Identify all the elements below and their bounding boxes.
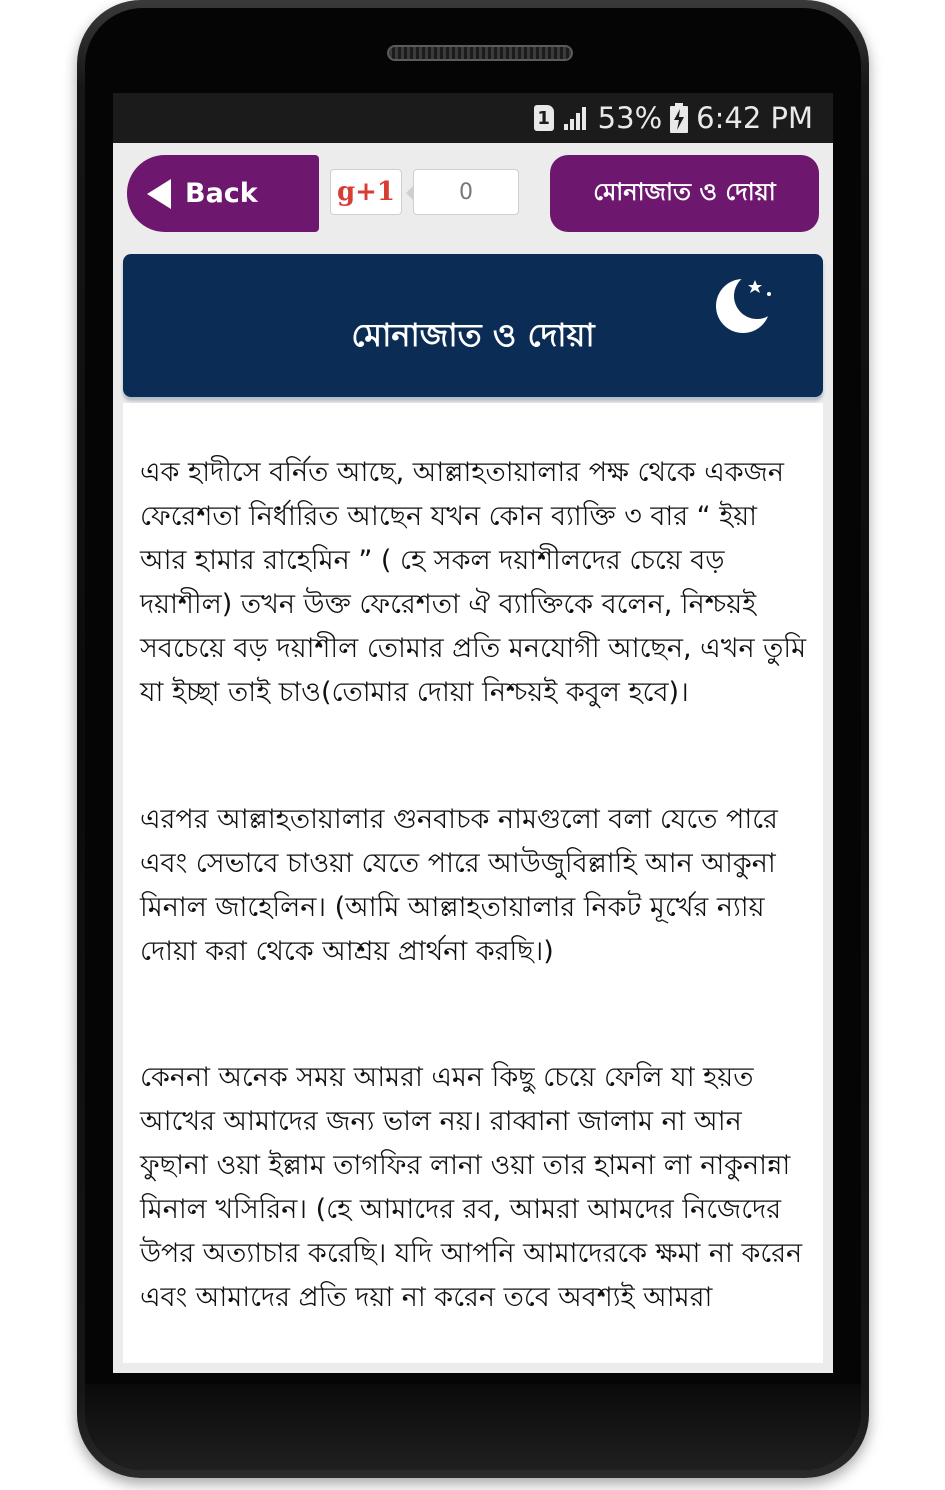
battery-charging-icon bbox=[670, 103, 688, 133]
clock: 6:42 PM bbox=[696, 101, 813, 135]
google-plus-one-label: g+1 bbox=[336, 177, 396, 207]
page-header-card bbox=[123, 254, 823, 397]
toolbar bbox=[113, 143, 833, 251]
status-bar bbox=[113, 93, 833, 143]
article-body[interactable] bbox=[123, 403, 823, 1363]
plus-one-count-value: 0 bbox=[459, 179, 473, 205]
article-paragraph-2: এরপর আল্লাহতায়ালার গুনবাচক নামগুলো বলা যেতে পারে এবং সেভাবে চাওয়া যেতে পারে আউজুবিল্লাহি আন আকুনা মিনাল জাহেলিন। (আমি আল্লাহতায়ালার নিকট মূর্খের ন্যায় দোয়া করা থেকে আশ্রয় প্রার্থনা করছি।) bbox=[140, 804, 778, 967]
article-paragraph-1: এক হাদীসে বর্নিত আছে, আল্লাহতায়ালার পক্ষ থেকে একজন ফেরেশতা নির্ধারিত আছেন যখন কোন ব্যাক্তি ৩ বার “ ইয়া আর হামার রাহেমিন ” ( হে সকল দয়াশীলদের চেয়ে বড় দয়াশীল) তখন উক্ত ফেরেশতা ঐ ব্যাক্তিকে বলেন, নিশ্চয়ই সবচেয়ে বড় দয়াশীল তোমার প্রতি মনযোগী আছেন, এখন তুমি যা ইচ্ছা তাই চাও(তোমার দোয়া নিশ্চয়ই কবুল হবে)। bbox=[140, 457, 807, 708]
screen bbox=[113, 93, 833, 1373]
battery-percent: 53% bbox=[597, 101, 663, 135]
back-arrow-icon bbox=[147, 179, 171, 209]
back-button-label: Back bbox=[185, 178, 258, 209]
sim-card-icon bbox=[534, 105, 554, 131]
sim-slot-number: 1 bbox=[537, 107, 550, 129]
section-title-button[interactable] bbox=[550, 155, 819, 232]
page-title: মোনাজাত ও দোয়া bbox=[351, 316, 595, 354]
section-title-button-label: মোনাজাত ও দোয়া bbox=[593, 177, 776, 206]
back-button[interactable] bbox=[127, 155, 319, 232]
status-icons bbox=[534, 99, 813, 137]
cell-signal-icon bbox=[562, 104, 590, 132]
google-plus-one-count bbox=[413, 169, 519, 215]
earpiece-speaker bbox=[387, 45, 573, 61]
article-paragraph-3: কেননা অনেক সময় আমরা এমন কিছু চেয়ে ফেলি যা হয়ত আখের আমাদের জন্য ভাল নয়। রাব্বানা জালাম না আন ফুছানা ওয়া ইল্লাম তাগফির লানা ওয়া তার হামনা লা নাকুনান্না মিনাল খসিরিন। (হে আমাদের রব, আমরা আমদের নিজেদের উপর অত্যাচার করেছি। যদি আপনি আমাদেরকে ক্ষমা না করেন এবং আমাদের প্রতি দয়া না করেন তবে অবশ্যই আমরা bbox=[140, 1062, 803, 1313]
google-plus-one-button[interactable] bbox=[330, 169, 402, 215]
phone-chin bbox=[85, 1384, 861, 1470]
